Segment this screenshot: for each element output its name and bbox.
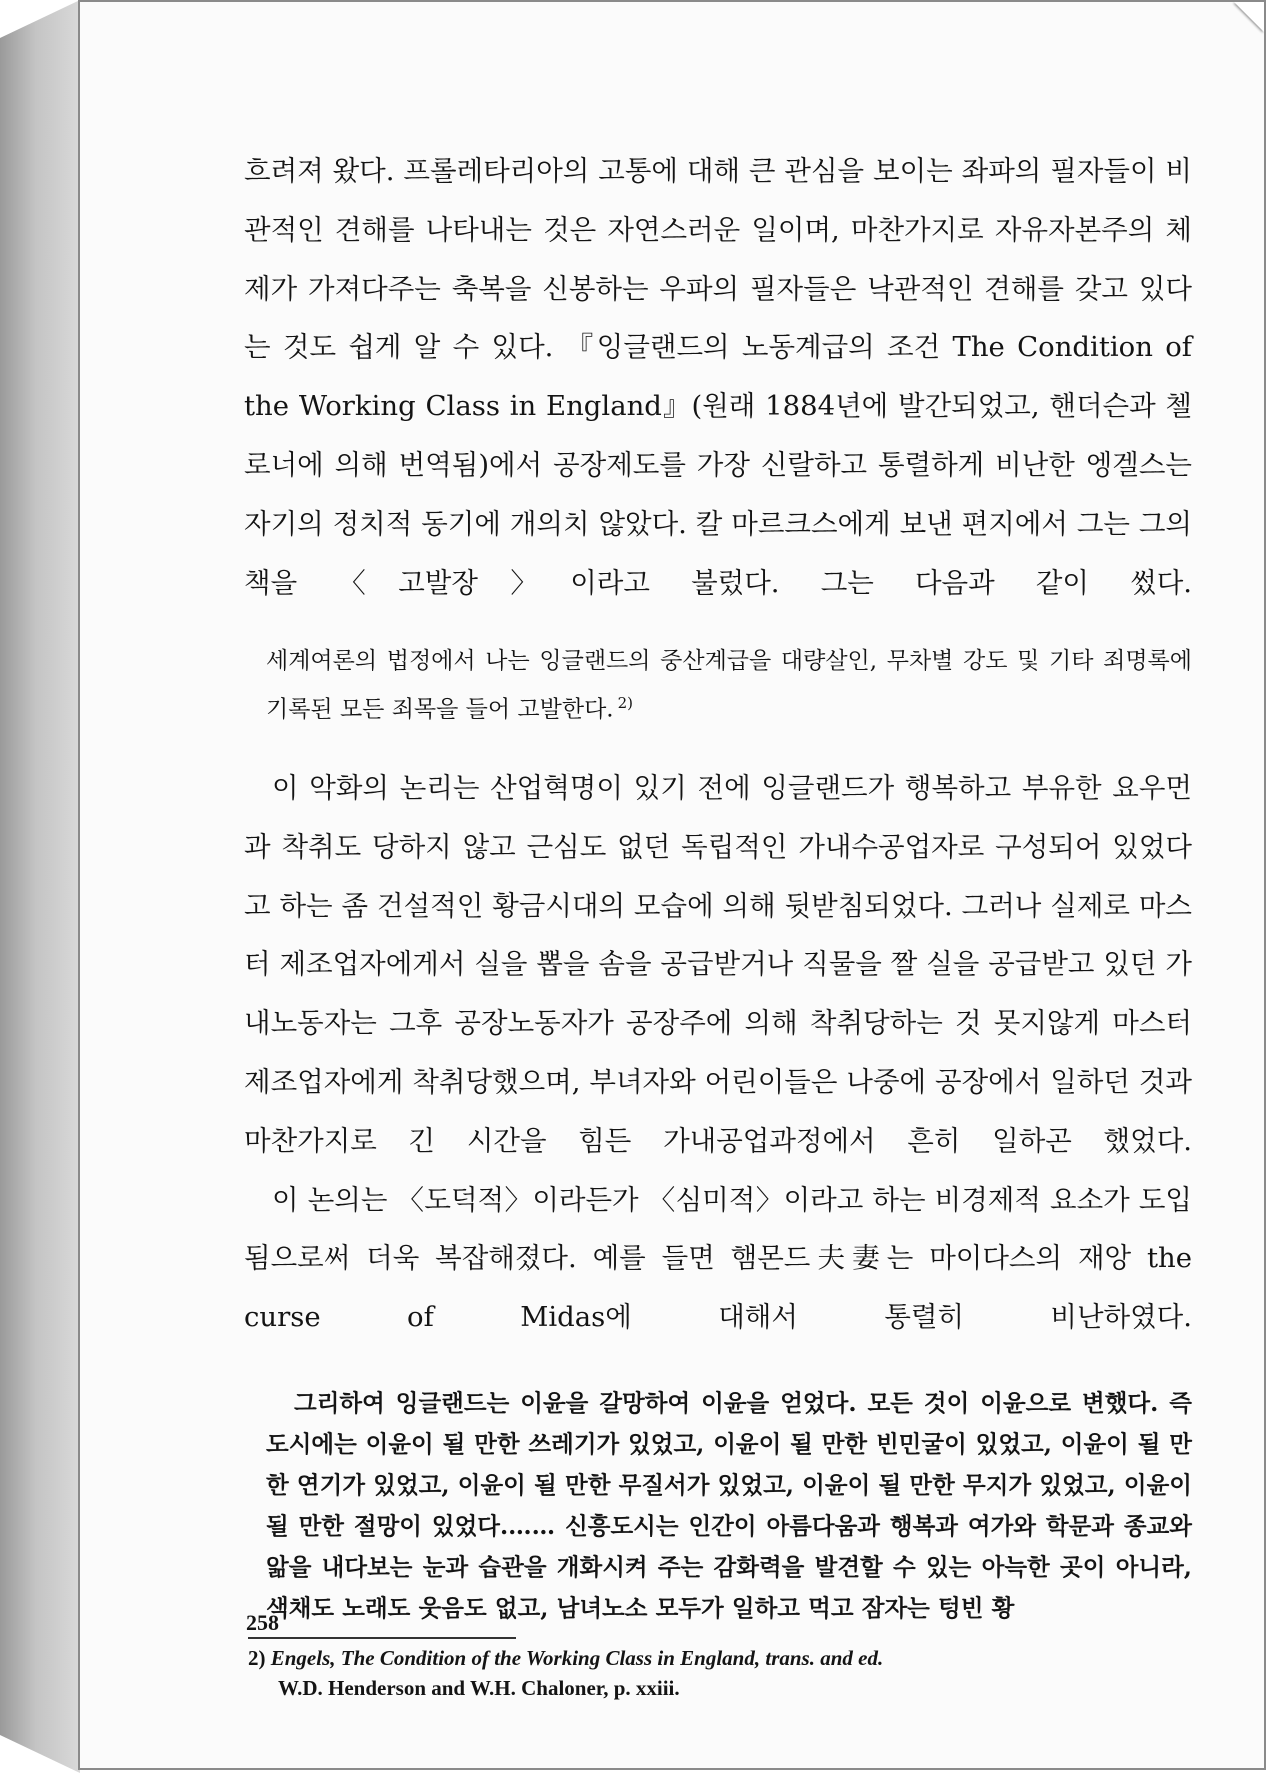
- book-page: [78, 0, 1266, 1770]
- page-corner-curl: [1234, 2, 1264, 32]
- footnote-reference: 2): [617, 694, 634, 713]
- body-paragraph-3: 이 논의는 〈도덕적〉이라든가 〈심미적〉이라고 하는 비경제적 요소가 도입됨으로써 더욱 복잡해졌다. 예를 들면 햄몬드夫妻는 마이다스의 재앙 the curse of Midas에 대해서 통렬히 비난하였다.: [244, 1183, 1192, 1334]
- body-paragraph-2: 이 악화의 논리는 산업혁명이 있기 전에 잉글랜드가 행복하고 부유한 요우먼과 착취도 당하지 않고 근심도 없던 독립적인 가내수공업자로 구성되어 있었다고 하는 좀 건설적인 황금시대의 모습에 의해 뒷받침되었다. 그러나 실제로 마스터 제조업자에게서 실을 뽑을 솜을 공급받거나 직물을 짤 실을 공급받고 있던 가내노동자는 그후 공장노동자가 공장주에 의해 착취당하는 것 못지않게 마스터 제조업자에게 착취당했으며, 부녀자와 어린이들은 나중에 공장에서 일하던 것과 마찬가지로 긴 시간을 힘든 가내공업과정에서 흔히 일하곤 했었다.: [244, 772, 1192, 1157]
- footnote-line-1: Engels, The Condition of the Working Class in England, trans. and ed.: [270, 1646, 884, 1670]
- page-number: 258: [246, 1610, 279, 1635]
- body-paragraph-1: 흐려져 왔다. 프롤레타리아의 고통에 대해 큰 관심을 보이는 좌파의 필자들이 비관적인 견해를 나타내는 것은 자연스러운 일이며, 마찬가지로 자유자본주의 체제가 가져다주는 축복을 신봉하는 우파의 필자들은 낙관적인 견해를 갖고 있다는 것도 쉽게 알 수 있다. 『잉글랜드의 노동계급의 조건 The Condition of the Working Class in England』(원래 1884년에 발간되었고, 핸더슨과 첼로너에 의해 번역됨)에서 공장제도를 가장 신랄하고 통렬하게 비난한 엥겔스는 자기의 정치적 동기에 개의치 않았다. 칼 마르크스에게 보낸 편지에서 그는 그의 책을 〈고발장〉이라고 불렀다. 그는 다음과 같이 썼다.: [244, 155, 1192, 599]
- block-quote-2: 그리하여 잉글랜드는 이윤을 갈망하여 이윤을 얻었다. 모든 것이 이윤으로 변했다. 즉 도시에는 이윤이 될 만한 쓰레기가 있었고, 이윤이 될 만한 빈민굴이 있었고, 이윤이 될 만한 연기가 있었고, 이윤이 될 만한 무질서가 있었고, 이윤이 될 만한 무지가 있었고, 이윤이 될 만한 절망이 있었다.…… 신흥도시는 인간이 아름다움과 행복과 여가와 학문과 종교와 앎을 내다보는 눈과 습관을 개화시켜 주는 감화력을 발견할 수 있는 아늑한 곳이 아니라, 색채도 노래도 웃음도 없고, 남녀노소 모두가 일하고 먹고 잠자는 텅빈 황: [266, 1389, 1192, 1622]
- block-quote-1: [266, 640, 1192, 731]
- footnote-line-2: W.D. Henderson and W.H. Chaloner, p. xxiii.: [278, 1676, 680, 1700]
- footnote: [248, 1643, 1192, 1703]
- footnote-marker: 2): [248, 1646, 266, 1670]
- block-quote-1-text: 세계여론의 법정에서 나는 잉글랜드의 중산계급을 대량살인, 무차별 강도 및 기타 죄명록에 기록된 모든 죄목을 들어 고발한다.: [266, 648, 1192, 724]
- footnote-rule: [248, 1637, 516, 1639]
- page-content: [244, 142, 1192, 1703]
- book-spine: [0, 0, 80, 1773]
